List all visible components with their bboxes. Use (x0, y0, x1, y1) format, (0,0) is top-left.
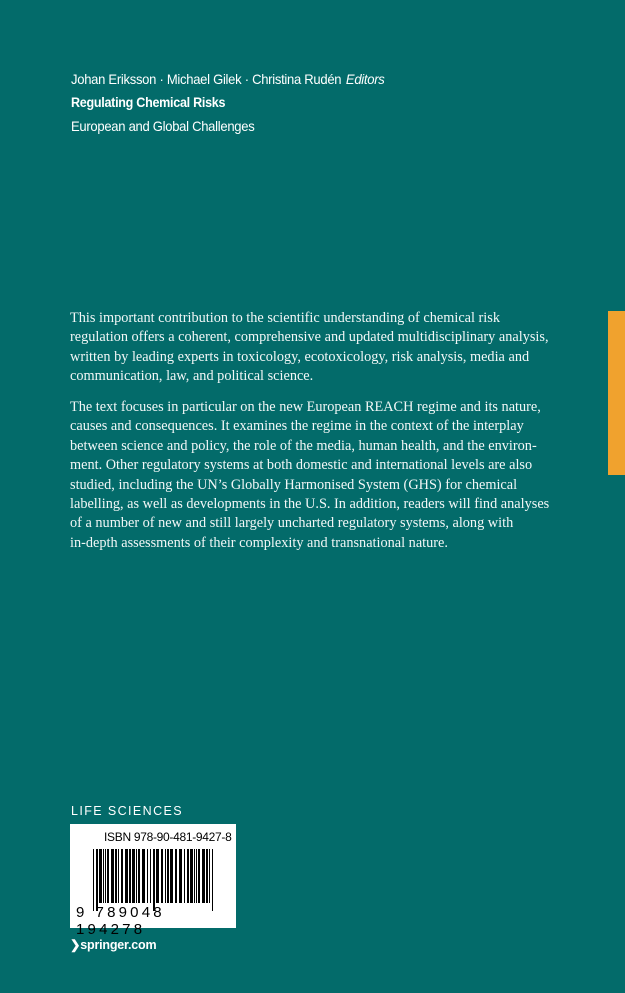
barcode-bar (170, 849, 173, 903)
barcode-bar (198, 849, 200, 903)
barcode-digits: 9 789048 194278 (76, 904, 165, 938)
barcode-bar (132, 849, 135, 903)
blurb-line: ment. Other regulatory systems at both domestic and international levels are also (70, 457, 533, 474)
barcode-bar (125, 849, 128, 903)
barcode-bar (107, 849, 109, 903)
barcode-bar (190, 849, 193, 903)
barcode-bar (161, 849, 163, 903)
barcode-bar (187, 849, 189, 903)
barcode-bar (156, 849, 159, 903)
barcode-bar (179, 849, 182, 903)
springer-link[interactable]: ❯springer.com (70, 938, 157, 952)
barcode-bar (99, 849, 102, 903)
isbn-text: ISBN 978-90-481-9427-8 (104, 830, 232, 844)
barcode-bars (93, 849, 215, 911)
blurb-line: of a number of new and still largely uncharted regulatory systems, along with (70, 515, 514, 532)
blurb-paragraph-2 (70, 398, 560, 553)
barcode-bar (212, 849, 213, 911)
blurb-line: between science and policy, the role of the media, human health, and the environ- (70, 437, 537, 454)
barcode-bar (196, 849, 197, 903)
blurb-line: causes and consequences. It examines the regime in the context of the interplay (70, 418, 524, 435)
barcode-bar (121, 849, 123, 903)
category-label: LIFE SCIENCES (71, 804, 183, 818)
editors-line (71, 71, 385, 87)
chevron-right-icon: ❯ (70, 938, 81, 952)
blurb-line: regulation offers a coherent, comprehensive and updated multidisciplinary analysis, (70, 329, 549, 346)
barcode-bar (103, 849, 104, 903)
editors-role: Editors (345, 71, 385, 87)
barcode-bar (96, 849, 98, 911)
accent-tab (608, 311, 625, 475)
barcode-bar (184, 849, 185, 903)
barcode-bar (150, 849, 151, 903)
blurb-line: labelling, as well as developments in the U.S. In addition, readers will find analyses (70, 496, 550, 513)
barcode-bar (136, 849, 137, 903)
barcode-bar (153, 849, 155, 911)
barcode-bar (206, 849, 208, 903)
blurb-line: communication, law, and political science. (70, 368, 314, 385)
book-subtitle: European and Global Challenges (71, 118, 255, 134)
blurb-line: studied, including the UN’s Globally Harmonised System (GHS) for chemical (70, 476, 518, 493)
barcode-bar (142, 849, 145, 903)
blurb-paragraph-1 (70, 309, 560, 387)
barcode-bar (209, 849, 210, 903)
barcode-bar (105, 849, 106, 903)
barcode-bar (202, 849, 205, 903)
barcode-bar (147, 849, 148, 903)
editor-names: Johan Eriksson · Michael Gilek · Christina Rudén (71, 71, 342, 87)
blurb-line: This important contribution to the scientific understanding of chemical risk (70, 310, 500, 326)
barcode-bar (93, 849, 94, 911)
barcode-bar (129, 849, 131, 903)
barcode-bar (118, 849, 119, 903)
book-title: Regulating Chemical Risks (71, 95, 226, 110)
barcode-bar (165, 849, 166, 903)
isbn-barcode (70, 824, 236, 938)
barcode-bar (115, 849, 117, 903)
blurb-line: written by leading experts in toxicology, ecotoxicology, risk analysis, media and (70, 348, 530, 365)
blurb-line: in-depth assessments of their complexity and transnational nature. (70, 534, 448, 551)
blurb-line: The text focuses in particular on the new European REACH regime and its nature, (70, 399, 541, 415)
barcode-bar (111, 849, 114, 903)
barcode-bar (194, 849, 195, 903)
barcode-bar (167, 849, 169, 903)
barcode-bar (175, 849, 177, 903)
barcode-bar (138, 849, 140, 903)
